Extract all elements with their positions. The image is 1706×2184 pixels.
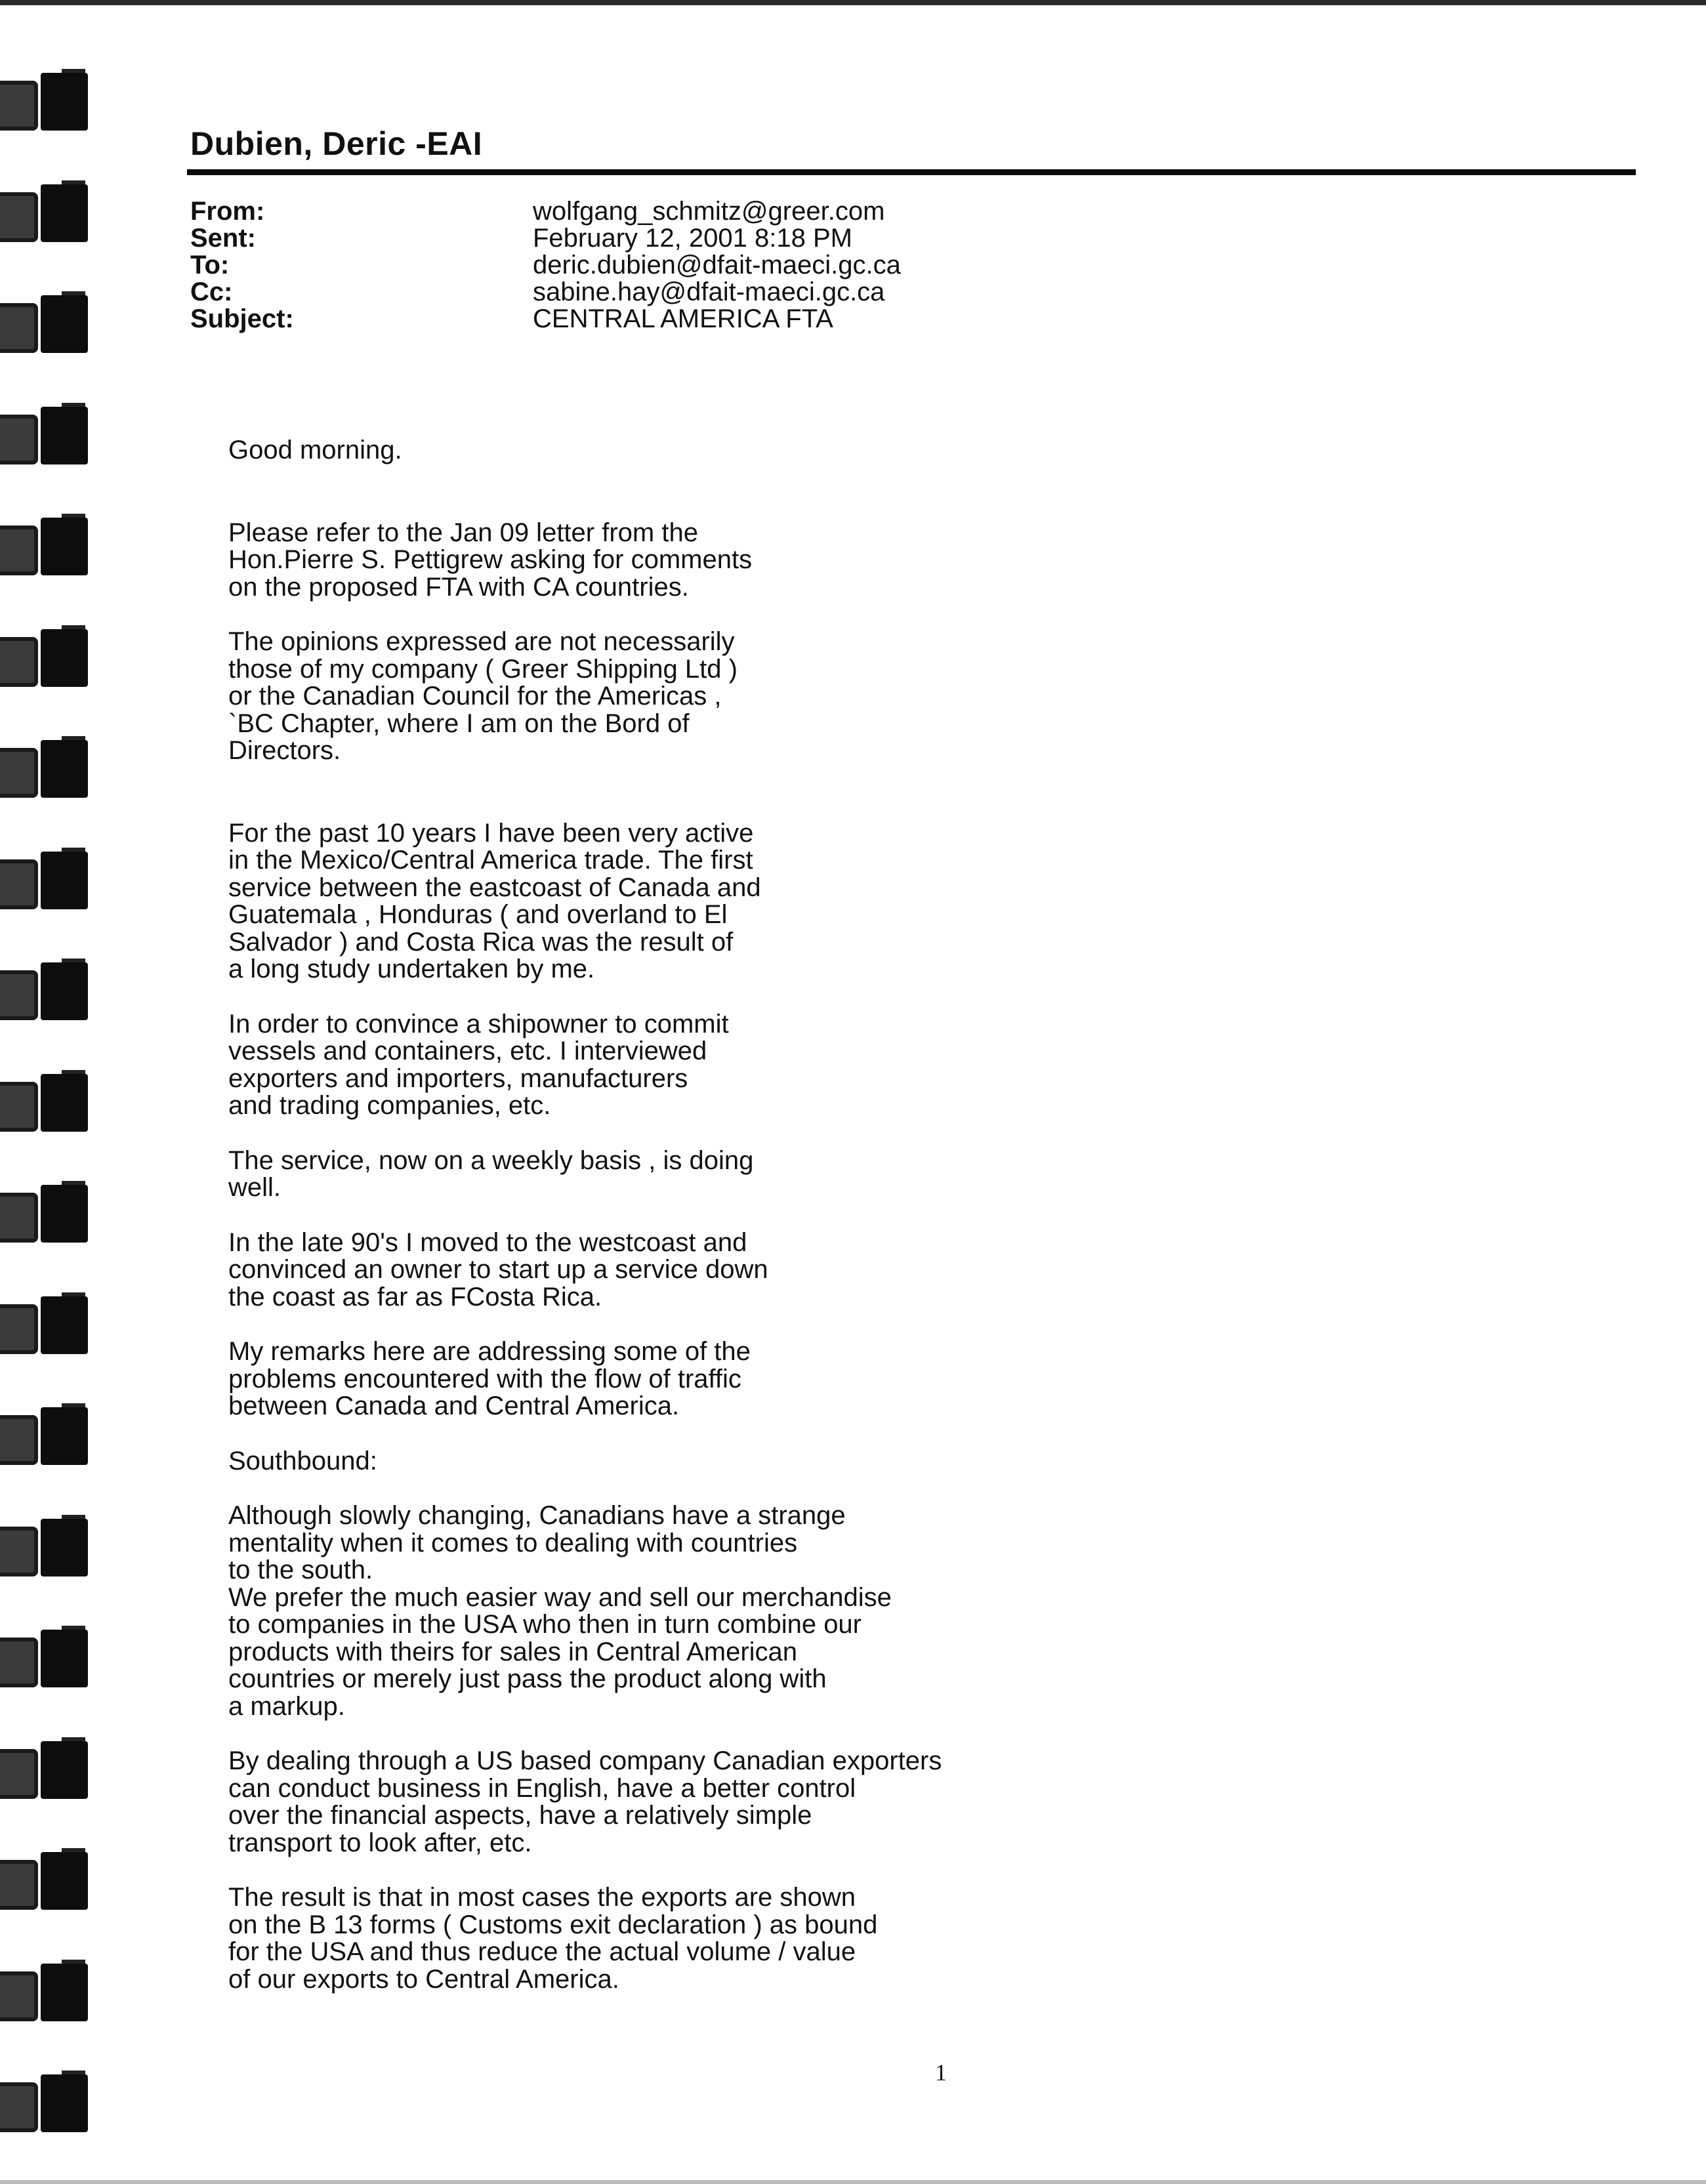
binding-ring bbox=[0, 1626, 95, 1691]
binding-ring bbox=[0, 1292, 95, 1358]
header-value-sent: February 12, 2001 8:18 PM bbox=[533, 224, 852, 253]
binding-ring bbox=[0, 1960, 95, 2025]
binding-ring bbox=[0, 736, 95, 802]
binding-ring bbox=[0, 514, 95, 579]
header-value-cc: sabine.hay@dfait-maeci.gc.ca bbox=[533, 278, 885, 306]
binding-ring bbox=[0, 625, 95, 691]
email-body bbox=[228, 437, 1016, 2021]
binding-ring bbox=[0, 69, 95, 134]
binding-ring bbox=[0, 1070, 95, 1136]
binding-ring bbox=[0, 403, 95, 468]
header-value-from: wolfgang_schmitz@greer.com bbox=[533, 197, 885, 226]
header-label: Cc: bbox=[190, 278, 233, 306]
paragraph-greeting: Good morning. bbox=[228, 436, 402, 464]
binding-ring bbox=[0, 1737, 95, 1803]
document-title: Dubien, Deric -EAI bbox=[190, 125, 483, 162]
binding-ring bbox=[0, 1403, 95, 1469]
binding-ring bbox=[0, 1515, 95, 1580]
paragraph: In order to convince a shipowner to commit vessels and containers, etc. I interviewed exporters and importers, manufacturers and trading companies, etc. bbox=[228, 1009, 729, 1120]
paragraph: Although slowly changing, Canadians have a strange mentality when it comes to dealing with countries to the south. We prefer the much easier way and sell our merchandise to companies in the USA who then in turn combine our products with theirs for sales in Central American countries or merely just pass the product along with a markup. bbox=[228, 1501, 892, 1721]
paragraph: Please refer to the Jan 09 letter from the Hon.Pierre S. Pettigrew asking for comments on the proposed FTA with CA countries. bbox=[228, 518, 753, 602]
scan-edge-top bbox=[0, 0, 1706, 5]
header-value-subject: CENTRAL AMERICA FTA bbox=[533, 304, 833, 333]
title-divider bbox=[187, 169, 1636, 175]
paragraph: For the past 10 years I have been very active in the Mexico/Central America trade. The first service between the eastcoast of Canada and Guatemala , Honduras ( and overland to El Salvador ) and Costa Rica was the result of a long study undertaken by me. bbox=[228, 818, 761, 983]
binding-ring bbox=[0, 180, 95, 246]
scan-edge-bottom bbox=[0, 2180, 1706, 2184]
header-label: Sent: bbox=[190, 224, 256, 253]
section-heading-southbound: Southbound: bbox=[228, 1446, 377, 1475]
paragraph: The result is that in most cases the exports are shown on the B 13 forms ( Customs exit declaration ) as bound for the USA and thus reduce the actual volume / value of our exports to Central America. bbox=[228, 1883, 878, 1994]
spiral-binding bbox=[0, 0, 98, 2184]
paragraph: The service, now on a weekly basis , is doing well. bbox=[228, 1145, 754, 1202]
paragraph: My remarks here are addressing some of the problems encountered with the flow of traffic between Canada and Central America. bbox=[228, 1337, 751, 1420]
binding-ring bbox=[0, 291, 95, 357]
header-label: Subject: bbox=[190, 304, 294, 333]
binding-ring bbox=[0, 1848, 95, 1914]
binding-ring bbox=[0, 848, 95, 913]
paragraph: By dealing through a US based company Canadian exporters can conduct business in English, have a better control over the financial aspects, have a relatively simple transport to look after, etc. bbox=[228, 1746, 942, 1857]
header-label: From: bbox=[190, 197, 265, 226]
header-label: To: bbox=[190, 251, 230, 279]
binding-ring bbox=[0, 1181, 95, 1247]
binding-ring bbox=[0, 2071, 95, 2136]
binding-ring bbox=[0, 958, 95, 1024]
paragraph: The opinions expressed are not necessarily those of my company ( Greer Shipping Ltd ) or the Canadian Council for the Americas , `BC Chapter, where I am on the Bord of Directors. bbox=[228, 627, 738, 765]
header-value-to: deric.dubien@dfait-maeci.gc.ca bbox=[533, 251, 901, 279]
paragraph: In the late 90's I moved to the westcoast and convinced an owner to start up a service down the coast as far as FCosta Rica. bbox=[228, 1227, 768, 1311]
page-number: 1 bbox=[935, 2059, 947, 2086]
